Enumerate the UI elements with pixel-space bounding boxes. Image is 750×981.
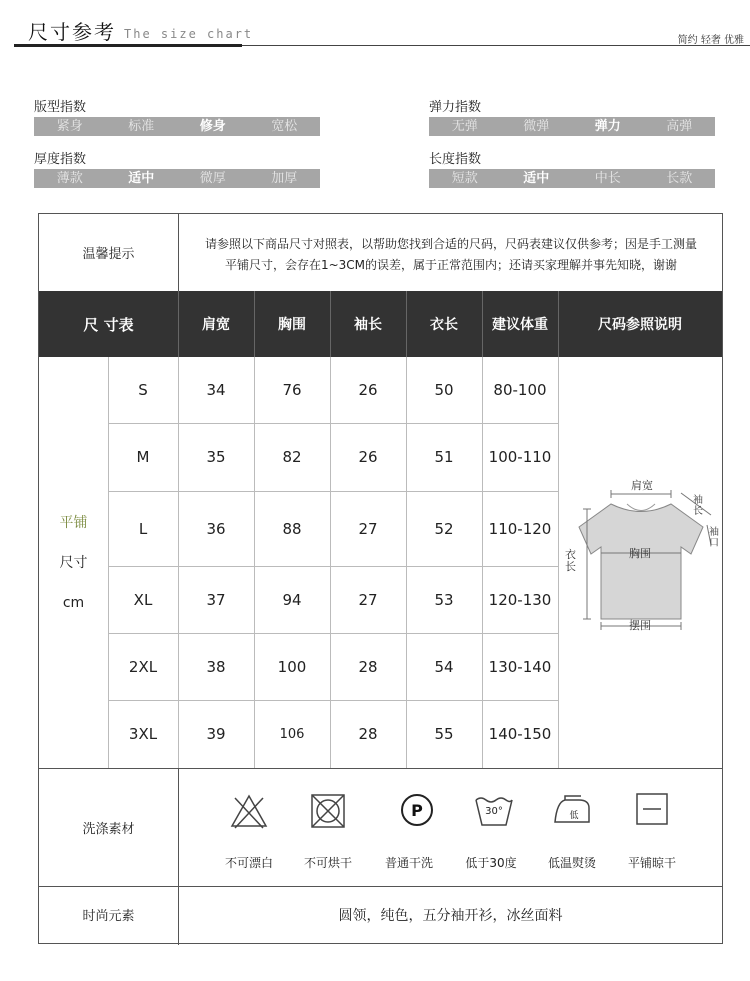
thickness-option: 薄款 <box>56 171 83 186</box>
chest-cell: 106 <box>279 726 305 742</box>
weight-cell: 100-110 <box>488 448 552 466</box>
length-option: 短款 <box>451 171 478 186</box>
shoulder-cell: 38 <box>206 657 226 676</box>
dry-clean-letter: P <box>411 800 423 820</box>
size-cell: M <box>136 448 150 466</box>
fashion-label: 时尚元素 <box>82 909 135 924</box>
header-size-table: 尺 寸表 <box>83 315 134 334</box>
header-length: 衣长 <box>430 317 458 333</box>
notice-label: 温馨提示 <box>82 247 135 262</box>
shoulder-cell: 36 <box>206 519 226 538</box>
thickness-index-label: 厚度指数 <box>34 152 87 167</box>
stretch-option: 高弹 <box>666 119 693 134</box>
length-cell: 53 <box>434 590 454 609</box>
length-cell: 52 <box>434 519 454 538</box>
length-cell: 55 <box>434 725 454 743</box>
wash-temp-text: 30° <box>485 806 503 817</box>
weight-cell: 130-140 <box>488 657 552 676</box>
size-cell: L <box>138 519 148 538</box>
length-option: 长款 <box>666 171 693 186</box>
flat-dry-icon <box>635 792 669 830</box>
length-cell: 50 <box>434 381 454 399</box>
flat-label: 平铺 <box>59 514 88 531</box>
thickness-option: 微厚 <box>199 171 226 186</box>
weight-cell: 110-120 <box>488 519 552 538</box>
diagram-sleeve-label: 袖长 <box>693 495 703 517</box>
diagram-hem-label: 摆围 <box>629 619 651 632</box>
diagram-shoulder-label: 肩宽 <box>631 479 653 492</box>
header-accent <box>14 44 242 47</box>
fashion-value: 圆领，纯色，五分袖开衫，冰丝面料 <box>338 907 563 924</box>
diagram-chest-label: 胸围 <box>629 547 651 560</box>
size-cell: 3XL <box>128 725 158 743</box>
fit-index-label: 版型指数 <box>34 100 87 115</box>
weight-cell: 120-130 <box>488 590 552 609</box>
fit-option: 紧身 <box>56 119 83 134</box>
weight-cell: 80-100 <box>493 381 547 399</box>
header-chest: 胸围 <box>278 317 306 333</box>
header-weight: 建议体重 <box>492 317 548 333</box>
no-bleach-icon <box>229 792 269 834</box>
fit-index-bar <box>34 117 320 136</box>
flat-dry-label: 平铺晾干 <box>627 856 676 870</box>
header-diagram: 尺码参照说明 <box>598 317 682 333</box>
chest-cell: 94 <box>282 590 302 609</box>
brand-slogan: 简约 轻奢 优雅 <box>677 35 744 46</box>
unit-label: cm <box>62 594 85 611</box>
notice-line-2: 平铺尺寸，会存在1~3CM的误差，属于正常范围内；还请买家理解并事先知晓，谢谢 <box>224 258 678 272</box>
fit-option: 标准 <box>128 119 155 134</box>
fit-option-selected: 修身 <box>199 119 226 134</box>
weight-cell: 140-150 <box>488 725 552 743</box>
diagram-length-label: 衣长 <box>565 548 576 573</box>
sleeve-cell: 28 <box>358 657 378 676</box>
notice-text <box>180 234 722 276</box>
length-cell: 54 <box>434 657 454 676</box>
thickness-index-bar <box>34 169 320 188</box>
no-tumble-dry-label: 不可烘干 <box>303 856 352 870</box>
page-title: 尺寸参考 <box>28 20 116 44</box>
wash-30-icon <box>473 792 515 832</box>
shoulder-cell: 39 <box>206 725 226 743</box>
size-cell: 2XL <box>128 657 158 676</box>
size-chart-table <box>38 213 723 944</box>
shoulder-cell: 37 <box>206 590 226 609</box>
chest-cell: 100 <box>277 657 307 676</box>
low-iron-label: 低温熨烫 <box>547 856 596 870</box>
flat-size-label <box>39 357 108 768</box>
header-sleeve: 袖长 <box>354 317 382 333</box>
diagram-cuff-label: 袖口 <box>709 527 719 549</box>
thickness-option-selected: 适中 <box>128 171 155 186</box>
length-option-selected: 适中 <box>523 171 550 186</box>
divider <box>558 357 559 768</box>
sleeve-cell: 27 <box>358 590 378 609</box>
iron-temp-text: 低 <box>569 811 579 821</box>
shoulder-cell: 34 <box>206 381 226 399</box>
size-cell: S <box>138 381 148 399</box>
low-iron-icon <box>551 794 593 830</box>
sleeve-cell: 28 <box>358 725 378 743</box>
sleeve-cell: 26 <box>358 448 378 466</box>
care-label: 洗涤素材 <box>82 821 135 837</box>
size-cell: XL <box>133 590 153 609</box>
no-tumble-dry-icon <box>309 792 347 834</box>
stretch-option: 无弹 <box>451 119 478 134</box>
sleeve-cell: 27 <box>358 519 378 538</box>
length-cell: 51 <box>434 448 454 466</box>
stretch-option: 微弹 <box>523 119 550 134</box>
length-option: 中长 <box>594 171 621 186</box>
chest-cell: 88 <box>282 519 302 538</box>
chest-cell: 82 <box>282 448 302 466</box>
thickness-option: 加厚 <box>271 171 298 186</box>
stretch-option-selected: 弹力 <box>594 119 621 134</box>
length-index-label: 长度指数 <box>429 152 482 167</box>
dry-clean-p-icon <box>399 792 435 832</box>
header-shoulder: 肩宽 <box>202 317 230 333</box>
wash-30-label: 低于30度 <box>465 856 517 870</box>
dry-clean-label: 普通干洗 <box>384 856 433 870</box>
sleeve-cell: 26 <box>358 381 378 399</box>
size-label: 尺寸 <box>59 554 88 571</box>
stretch-index-label: 弹力指数 <box>429 100 482 115</box>
notice-line-1: 请参照以下商品尺寸对照表，以帮助您找到合适的尺码，尺码表建议仅供参考；因是手工测量 <box>204 237 697 251</box>
stretch-index-bar <box>429 117 715 136</box>
divider <box>178 214 179 291</box>
tshirt-diagram <box>561 469 721 649</box>
no-bleach-label: 不可漂白 <box>224 856 273 870</box>
page-subtitle: The size chart <box>124 27 254 41</box>
fit-option: 宽松 <box>271 119 298 134</box>
length-index-bar <box>429 169 715 188</box>
shoulder-cell: 35 <box>206 448 226 466</box>
chest-cell: 76 <box>282 381 302 399</box>
